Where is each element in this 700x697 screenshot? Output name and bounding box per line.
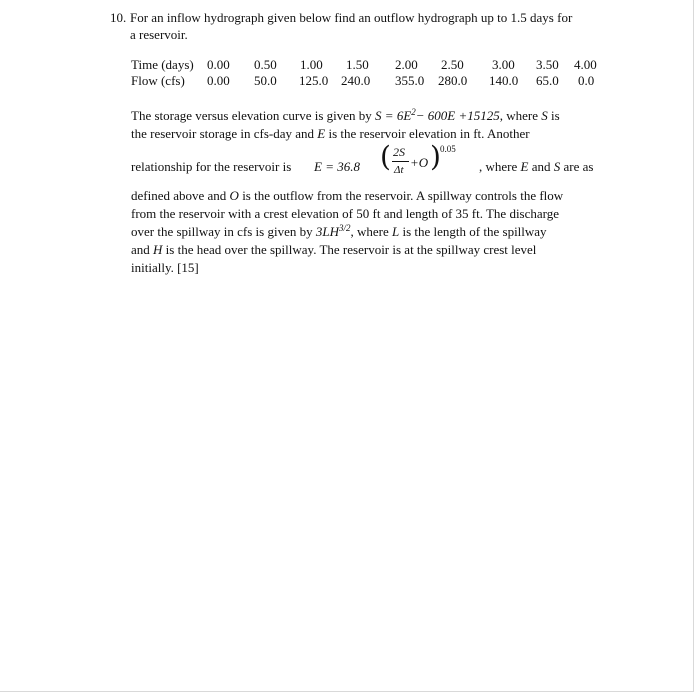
text-run: and: [531, 159, 551, 174]
paragraph-line-7: [131, 242, 536, 258]
variable: H: [153, 242, 163, 257]
text-run: , where: [499, 108, 539, 123]
text-run: is the outflow from the reservoir. A spillway controls the flow: [242, 188, 564, 203]
paragraph-line-1: [131, 108, 560, 124]
flow-value: 140.0: [489, 73, 519, 88]
equation-part: +O: [410, 155, 429, 170]
equation-part: S = 6E: [375, 108, 412, 123]
time-value: 4.00: [574, 57, 597, 72]
fraction-bar: [392, 161, 409, 162]
paragraph-line-6: [131, 224, 547, 240]
text-run: are as: [563, 159, 594, 174]
variable: L: [392, 224, 400, 239]
flow-value: 240.0: [341, 73, 371, 88]
text-run: [479, 159, 593, 175]
text-run: is the reservoir elevation in ft. Another: [328, 126, 530, 141]
storage-equation: [375, 108, 500, 123]
flow-value: 50.0: [254, 73, 277, 88]
fraction-denominator: Δt: [394, 164, 404, 176]
time-value: 2.00: [395, 57, 418, 72]
time-label: Time (days): [131, 57, 194, 72]
variable: S: [553, 159, 561, 174]
elevation-equation-line: [131, 142, 631, 188]
flow-value: 355.0: [395, 73, 425, 88]
left-paren: (: [380, 140, 391, 173]
equation-part: 3LH: [315, 224, 339, 239]
equation-superscript: 2: [411, 107, 416, 117]
text-run: The storage versus elevation curve is given by: [131, 108, 372, 123]
flow-label: Flow (cfs): [131, 73, 185, 88]
text-run: and: [131, 242, 150, 257]
equation-superscript: 3/2: [338, 223, 351, 233]
flow-value: 125.0: [299, 73, 329, 88]
time-value: 0.00: [207, 57, 230, 72]
time-value: 0.50: [254, 57, 277, 72]
paragraph-line-8: initially. [15]: [131, 260, 199, 275]
text-run: defined above and: [131, 188, 227, 203]
equation-part: E = 36.8: [314, 159, 360, 174]
text-run: , where: [479, 159, 518, 174]
question-number: 10.: [110, 10, 127, 25]
text-run: , where: [350, 224, 389, 239]
variable: E: [317, 126, 326, 141]
paragraph-line-5: from the reservoir with a crest elevation of 50 ft and length of 35 ft. The discharge: [131, 206, 560, 221]
flow-value: 0.0: [578, 73, 595, 88]
discharge-equation: [316, 224, 351, 239]
time-value: 3.50: [536, 57, 559, 72]
time-value: 1.00: [300, 57, 323, 72]
equation-exponent: 0.05: [440, 144, 456, 154]
flow-value: 280.0: [438, 73, 468, 88]
flow-value: 65.0: [536, 73, 559, 88]
text-run: is the length of the spillway: [402, 224, 547, 239]
text-run: is the head over the spillway. The reservoir is at the spillway crest level: [165, 242, 537, 257]
fraction-numerator: 2S: [393, 145, 405, 159]
paragraph-line-2: [131, 126, 530, 142]
time-value: 3.00: [492, 57, 515, 72]
text-run: is: [551, 108, 560, 123]
time-value: 1.50: [346, 57, 369, 72]
variable: E: [520, 159, 529, 174]
variable: O: [229, 188, 239, 203]
time-value: 2.50: [441, 57, 464, 72]
flow-value: 0.00: [207, 73, 230, 88]
equation-part: − 600E +15125: [415, 108, 500, 123]
paragraph-line-4: [131, 188, 563, 204]
question-line-1: For an inflow hydrograph given below find an outflow hydrograph up to 1.5 days for: [130, 10, 573, 25]
text-run: relationship for the reservoir is: [131, 159, 292, 174]
question-line-2: a reservoir.: [130, 27, 188, 42]
variable: S: [541, 108, 548, 123]
right-paren: ): [430, 140, 441, 173]
text-run: over the spillway in cfs is given by: [131, 224, 313, 239]
text-run: the reservoir storage in cfs-day and: [131, 126, 315, 141]
